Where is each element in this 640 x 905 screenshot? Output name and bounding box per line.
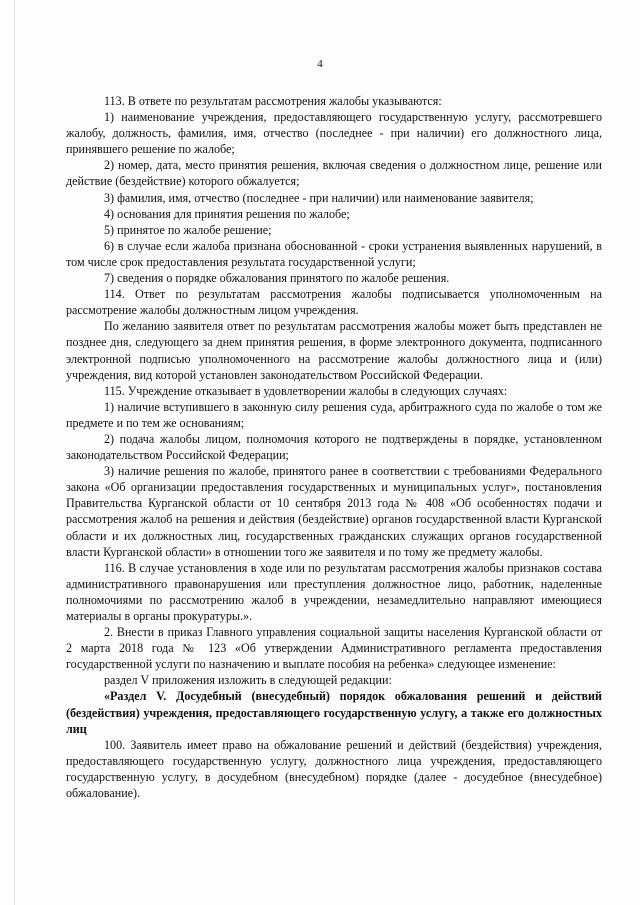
paragraph-114-electronic: По желанию заявителя ответ по результатам рассмотрения жалобы может быть представлен не позднее дня, следующего за днем принятия решения, в форме электронного документа, подписанного электронной подписью уполномоченного на рассмотрение жалобы должностного лица и (или) учреждения, вид которой установлен законодательством Российской Федерации. (66, 319, 602, 382)
paragraph-2-amendment: 2. Внести в приказ Главного управления социальной защиты населения Курганской области от 2 марта 2018 года № 123 «Об утверждении Административного регламента предоставления государственной услуги по назначению и выплате пособия на ребенка» следующее изменение: (66, 625, 602, 672)
document-body (66, 93, 602, 801)
paragraph-113-item-3: 3) фамилия, имя, отчество (последнее - при наличии) или наименование заявителя; (104, 190, 534, 205)
paragraph-100: 100. Заявитель имеет право на обжалование решений и действий (бездействия) учреждения, предоставляющего государственную услугу, должностного лица учреждения, предоставляющего государственную услугу, в досудебном (внесудебном) порядке (далее - досудебное (внесудебное) обжалование). (66, 737, 602, 801)
paragraph-113-item-6: 6) в случае если жалоба признана обоснованной - сроки устранения выявленных нарушений, в том числе срок предоставления результата государственной услуги; (66, 238, 602, 269)
paragraph-113-item-2: 2) номер, дата, место принятия решения, включая сведения о должностном лице, решение или действие (бездействие) которого обжалуется; (66, 158, 602, 189)
scan-edge-divider (14, 0, 15, 905)
paragraph-114: 114. Ответ по результатам рассмотрения жалобы подписывается уполномоченным на рассмотрение жалобы должностным лицом учреждения. (66, 287, 602, 318)
paragraph-116: 116. В случае установления в ходе или по результатам рассмотрения жалобы признаков состава административного правонарушения или преступления должностное лицо, работник, наделенные полномочиями по рассмотрению жалоб в учреждении, незамедлительно направляют имеющиеся материалы в органы прокуратуры.». (66, 560, 602, 623)
page-number: 4 (317, 58, 323, 70)
paragraph-113-item-7: 7) сведения о порядке обжалования принятого по жалобе решения. (104, 271, 450, 286)
paragraph-115-item-1: 1) наличие вступившего в законную силу решения суда, арбитражного суда по жалобе о том же предмете и по тем же основаниям; (66, 399, 602, 430)
section-v-heading: «Раздел V. Досудебный (внесудебный) порядок обжалования решений и действий (бездействия) учреждения, предоставляющего государственную услугу, а также его должностных лиц (66, 689, 602, 736)
paragraph-section-v-intro: раздел V приложения изложить в следующей редакции: (104, 673, 392, 688)
paragraph-113-item-5: 5) принятое по жалобе решение; (104, 222, 272, 237)
paragraph-115-intro: 115. Учреждение отказывает в удовлетворении жалобы в следующих случаях: (104, 383, 508, 398)
paragraph-115-item-3: 3) наличие решения по жалобе, принятого ранее в соответствии с требованиями Федерального закона «Об организации предоставления государственных и муниципальных услуг», постановления Правительства Курганской области от 10 сентября 2013 года № 408 «Об особенностях подачи и рассмотрения жалоб на решения и действия (бездействие) органов государственной власти Курганской области и их должностных лиц, государственных гражданских служащих органов государственной власти Курганской области» в отношении того же заявителя и по тому же предмету жалобы. (66, 464, 602, 559)
paragraph-113-item-1: 1) наименование учреждения, предоставляющего государственную услугу, рассмотревшего жалобу, должность, фамилия, имя, отчество (последнее - при наличии) его должностного лица, принявшего решение по жалобе; (66, 110, 602, 157)
paragraph-115-item-2: 2) подача жалобы лицом, полномочия которого не подтверждены в порядке, установленном законодательством Российской Федерации; (66, 431, 602, 463)
paragraph-113-intro: 113. В ответе по результатам рассмотрения жалобы указываются: (104, 94, 442, 108)
paragraph-113-item-4: 4) основания для принятия решения по жалобе; (104, 206, 350, 221)
